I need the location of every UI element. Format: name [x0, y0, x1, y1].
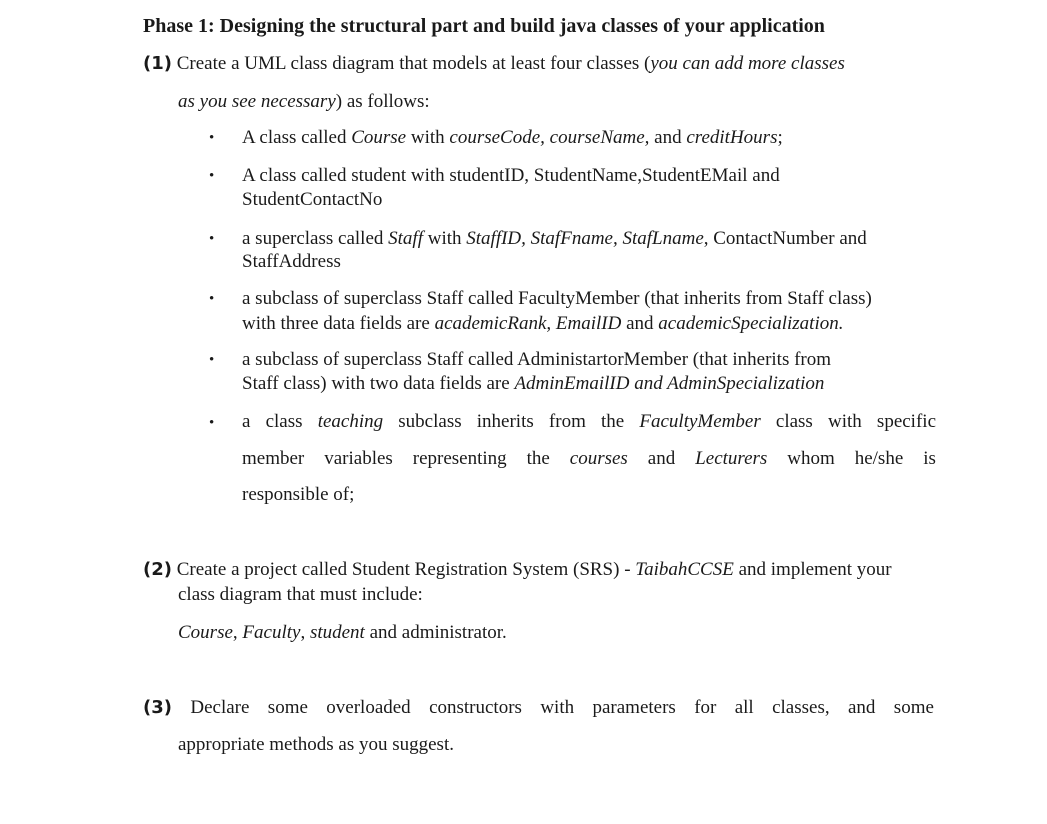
- word: FacultyMember: [639, 411, 761, 432]
- text: and: [649, 127, 687, 148]
- list-item-faculty-cont: [242, 313, 844, 335]
- text: academicRank, EmailID: [434, 313, 622, 334]
- text: ;: [777, 127, 783, 148]
- word: with: [827, 411, 862, 432]
- text: and administrator.: [364, 622, 507, 643]
- word: courses: [569, 448, 628, 469]
- list-item-teaching-end: responsible of;: [242, 484, 355, 505]
- bullet-icon: •: [209, 291, 215, 307]
- list-item-staff-cont: StaffAddress: [242, 251, 341, 272]
- bullet-icon: •: [209, 130, 215, 146]
- list-item-admin: a subclass of superclass Staff called AdministartorMember (that inherits from: [242, 349, 832, 370]
- text: student: [309, 622, 365, 643]
- word: all: [734, 697, 754, 718]
- text: with: [406, 127, 450, 148]
- word: Declare: [190, 697, 250, 718]
- text: Create a project called Student Registration System (SRS) -: [176, 559, 636, 580]
- text: with three data fields are: [242, 313, 435, 334]
- section-1-text: Create a UML class diagram that models at least four classes (: [176, 53, 651, 74]
- word: classes,: [772, 697, 830, 718]
- section-3-line-2: appropriate methods as you suggest.: [178, 734, 454, 755]
- text: creditHours: [686, 127, 778, 148]
- text: Course: [351, 127, 407, 148]
- text: AdminEmailID and AdminSpecialization: [514, 373, 825, 394]
- section-2-line-3: [178, 622, 507, 644]
- word: whom: [787, 448, 835, 469]
- word: teaching: [317, 411, 384, 432]
- section-1-number: (1): [143, 53, 172, 74]
- page-title: Phase 1: Designing the structural part and build java classes of your application: [143, 15, 825, 37]
- text: A class called: [242, 127, 352, 148]
- word: is: [923, 448, 936, 469]
- text: Faculty: [242, 622, 301, 643]
- text: courseCode, courseName,: [449, 127, 650, 148]
- word: and: [847, 697, 876, 718]
- word: Lecturers: [695, 448, 768, 469]
- list-item-faculty: a subclass of superclass Staff called FacultyMember (that inherits from Staff class): [242, 288, 872, 309]
- word: from: [548, 411, 586, 432]
- section-1-italic-2: as you see necessary: [178, 91, 336, 112]
- word: constructors: [429, 697, 522, 718]
- section-3-words: [143, 697, 934, 719]
- text: ,: [232, 622, 243, 643]
- word: a: [242, 411, 251, 432]
- word: member: [242, 448, 305, 469]
- text: TaibahCCSE: [635, 559, 734, 580]
- word: variables: [324, 448, 393, 469]
- section-1-text-2: ) as follows:: [335, 91, 430, 112]
- word: the: [526, 448, 550, 469]
- text: Course: [178, 622, 233, 643]
- word: some: [267, 697, 308, 718]
- text: and: [621, 313, 659, 334]
- section-3-number: (3): [143, 697, 172, 718]
- list-item-student-cont: StudentContactNo: [242, 189, 383, 210]
- section-1-italic: you can add more classes: [650, 53, 845, 74]
- section-1-line-2: [178, 91, 430, 113]
- text: ,: [300, 622, 310, 643]
- text: a superclass called: [242, 228, 389, 249]
- text: Staff class) with two data fields are: [242, 373, 515, 394]
- section-3-line-1: [143, 697, 934, 719]
- word: some: [893, 697, 934, 718]
- list-item-admin-cont: [242, 373, 824, 395]
- text: , ContactNumber and: [703, 228, 867, 249]
- word: the: [601, 411, 625, 432]
- bullet-icon: •: [209, 415, 215, 431]
- text: and implement your: [733, 559, 892, 580]
- section-2-line-1: [143, 559, 892, 581]
- word: class: [775, 411, 813, 432]
- text: with: [422, 228, 467, 249]
- word: he/she: [854, 448, 904, 469]
- word: and: [647, 448, 676, 469]
- list-item-student: A class called student with studentID, StudentName,StudentEMail and: [242, 165, 780, 186]
- bullet-icon: •: [209, 168, 215, 184]
- word: subclass: [398, 411, 462, 432]
- text: Staff: [388, 228, 423, 249]
- word: class: [265, 411, 303, 432]
- bullet-icon: •: [209, 352, 215, 368]
- word: inherits: [476, 411, 534, 432]
- text: StaffID, StafFname, StafLname: [466, 228, 704, 249]
- list-item-course: [242, 127, 783, 149]
- section-2-line-2: class diagram that must include:: [178, 584, 423, 605]
- list-item-staff: [242, 228, 867, 250]
- word: specific: [876, 411, 936, 432]
- section-2-number: (2): [143, 559, 172, 580]
- list-item-teaching: [242, 411, 936, 433]
- word: parameters: [592, 697, 676, 718]
- list-item-teaching-cont: [242, 448, 936, 470]
- word: representing: [412, 448, 507, 469]
- bullet-icon: •: [209, 231, 215, 247]
- text: academicSpecialization.: [658, 313, 844, 334]
- word: overloaded: [326, 697, 411, 718]
- section-1-line-1: [143, 53, 845, 75]
- word: with: [540, 697, 575, 718]
- word: for: [694, 697, 717, 718]
